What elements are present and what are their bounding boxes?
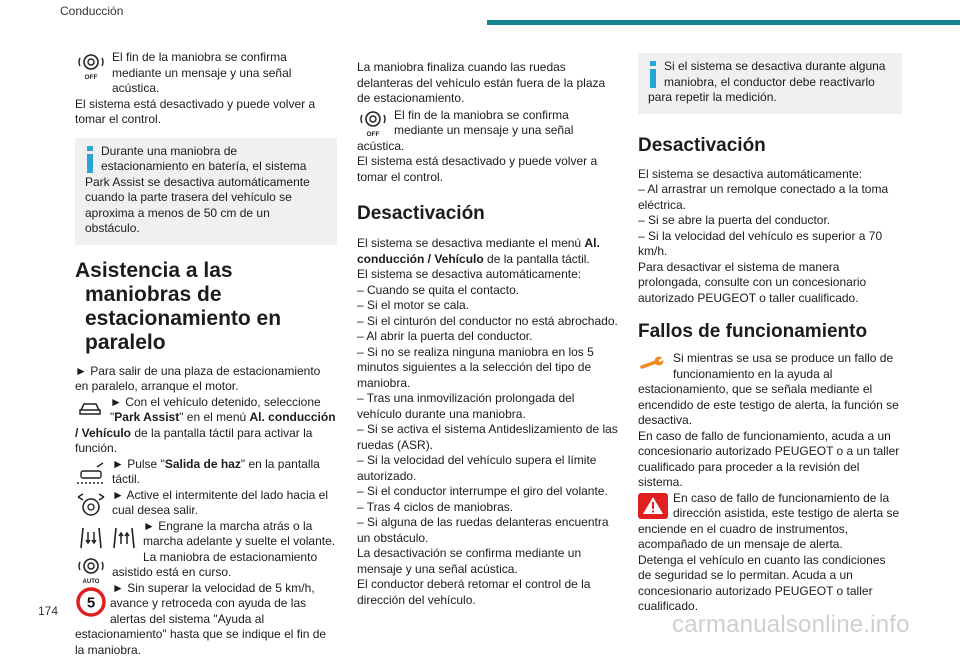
condition-item: – Si se abre la puerta del conductor. [638,213,902,229]
info-note-battery-parking [75,138,337,245]
fault-park-assist-text: Si mientras se usa se produce un fallo de funcionamiento en la ayuda al estacionamiento, que se señala mediante el encendido de este testigo de alerta, la función se desactiva. [638,351,902,429]
condition-item: – Si no se realiza ninguna maniobra en los 5 minutos siguientes a la selección del tipo de maniobra. [357,345,621,392]
step-engage-gear: ► Engrane la marcha atrás o la marcha adelante y suelte el volante. [75,519,337,550]
condition-item: – Si la velocidad del vehículo supera el límite autorizado. [357,453,621,484]
park-assist-off-icon [357,108,389,138]
condition-item: – Cuando se quita el contacto. [357,283,621,299]
condition-item: – Si el conductor interrumpe el giro del volante. [357,484,621,500]
driver-control-text: El conductor deberá retomar el control de la dirección del vehículo. [357,577,621,608]
condition-item: – Tras 4 ciclos de maniobras. [357,500,621,516]
wrench-warning-icon [638,353,668,375]
section-title: Conducción [60,4,123,18]
icon-label-off: OFF [85,74,98,81]
maneuver-ends-text: La maniobra finaliza cuando las ruedas delanteras del vehículo están fuera de la plaza de estacionamiento. [357,60,621,107]
exit-parallel-space-icon [75,459,107,489]
forward-gear-icon [108,523,138,553]
park-assist-auto-icon [75,555,107,585]
deactivation-menu-text: El sistema se desactiva mediante el menú Al. conducción / Vehículo de la pantalla táctil. [357,236,621,267]
step-select-park-assist: ► Con el vehículo detenido, seleccione "Park Assist" en el menú Al. conducción / Vehículo de la pantalla táctil para activar la función. [75,395,337,457]
prolonged-deactivation-text: Para desactivar el sistema de manera prolongada, consulte con un concesionario autorizado PEUGEOT o taller cualificado. [638,260,902,307]
maneuver-end-confirm: El fin de la maniobra se confirma mediante un mensaje y una señal acústica. [357,108,621,155]
maneuver-in-progress: La maniobra de estacionamiento asistido está en curso. [75,550,337,581]
condition-item: – Si el motor se cala. [357,298,621,314]
page-number: 174 [38,604,58,618]
step-press-exit: ► Pulse "Salida de haz" en la pantalla táctil. [75,457,337,488]
condition-item: – Tras una inmovilización prolongada del vehículo durante una maniobra. [357,391,621,422]
info-note-reactivate [638,53,902,114]
heading-parallel-parking: Asistencia a las maniobras de estacionamiento en paralelo [75,259,337,355]
watermark: carmanualsonline.info [672,611,910,639]
condition-item: – Si la velocidad del vehículo es superior a 70 km/h. [638,229,902,260]
system-disabled-text: El sistema está desactivado y puede volver a tomar el control. [75,97,337,128]
fault-power-steering-text: En caso de fallo de funcionamiento de la dirección asistida, este testigo de alerta se enciende en el cuadro de instrumentos, acompañado de un mensaje de alerta. [638,491,902,553]
info-note-text: Durante una maniobra de estacionamiento en batería, el sistema Park Assist se desactiva automáticamente cuando la parte trasera del vehículo se aproxima a menos de 50 cm de un obstáculo. [85,144,327,237]
heading-deactivation: Desactivación [357,202,621,226]
condition-item: – Si alguna de las ruedas delanteras encuentra un obstáculo. [357,515,621,546]
header-accent-bar [487,20,960,25]
speed-limit-icon [75,587,105,617]
speed-badge-value: 5 [87,594,95,611]
deactivation-confirm-text: La desactivación se confirma mediante un mensaje y una señal acústica. [357,546,621,577]
info-icon [87,146,93,174]
column-2 [357,60,621,608]
auto-deactivation-intro: El sistema se desactiva automáticamente: [638,167,902,183]
condition-item: – Si se activa el sistema Antideslizamiento de las ruedas (ASR). [357,422,621,453]
column-1 [75,50,337,658]
fault-dealer-text: En caso de fallo de funcionamiento, acuda a un concesionario autorizado PEUGEOT o a un taller cualificado para proceder a la revisión del sistema. [638,429,902,491]
step-speed-limit: ► Sin superar la velocidad de 5 km/h, avance y retroceda con ayuda de las alertas del sistema "Ayuda al estacionamiento" hasta que se indique el fin de la maniobra. [75,581,337,658]
reverse-gear-icon [75,523,105,553]
power-steering-warning-icon [638,493,668,519]
info-icon [650,61,656,89]
icon-label-off: OFF [367,131,380,138]
vehicle-menu-icon [75,396,105,418]
step-start-engine: ► Para salir de una plaza de estacionamiento en paralelo, arranque el motor. [75,364,337,395]
auto-deactivation-intro: El sistema se desactiva automáticamente: [357,267,621,283]
system-disabled-text: El sistema está desactivado y puede volver a tomar el control. [357,154,621,185]
condition-item: – Si el cinturón del conductor no está abrochado. [357,314,621,330]
condition-item: – Al abrir la puerta del conductor. [357,329,621,345]
park-assist-off-icon [75,51,107,81]
indicator-steering-icon [75,491,107,521]
fault-stop-vehicle-text: Detenga el vehículo en cuanto las condiciones de seguridad se lo permitan. Acuda a un concesionario autorizado PEUGEOT o taller cualificado. [638,553,902,615]
heading-malfunctions: Fallos de funcionamiento [638,320,902,344]
info-note-text: Si el sistema se desactiva durante alguna maniobra, el conductor debe reactivarlo para repetir la medición. [648,59,892,106]
maneuver-end-confirm: El fin de la maniobra se confirma mediante un mensaje y una señal acústica. [75,50,337,97]
column-3 [638,50,902,615]
heading-deactivation: Desactivación [638,134,902,158]
step-activate-indicator: ► Active el intermitente del lado hacia el cual desea salir. [75,488,337,519]
icon-label-auto: AUTO [83,579,100,585]
condition-item: – Al arrastrar un remolque conectado a la toma eléctrica. [638,182,902,213]
